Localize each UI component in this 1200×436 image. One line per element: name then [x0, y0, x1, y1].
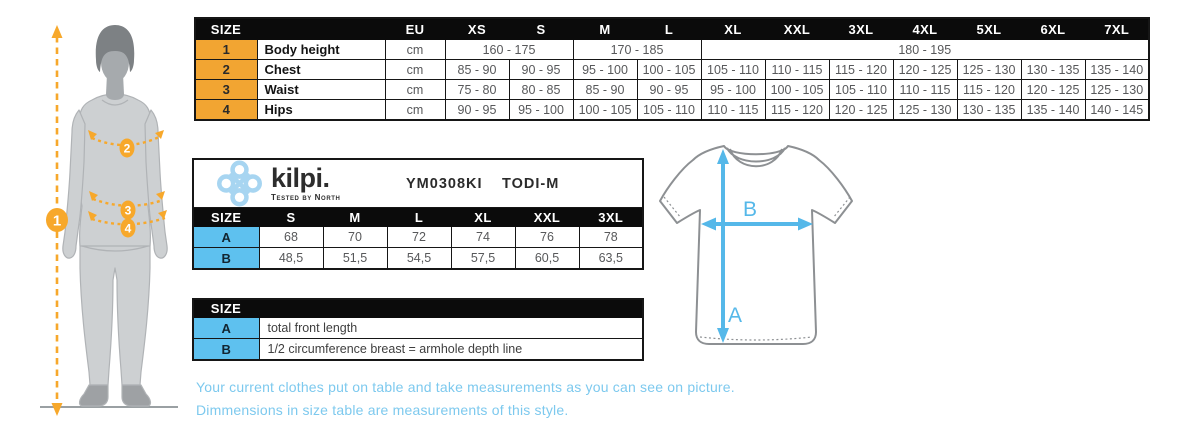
- value-cell: 70: [323, 227, 387, 248]
- range-cell: 80 - 85: [509, 80, 573, 100]
- range-cell: 100 - 105: [765, 80, 829, 100]
- legend-row-a: [193, 318, 643, 339]
- range-cell: 120 - 125: [829, 100, 893, 121]
- range-cell: 95 - 100: [573, 60, 637, 80]
- range-cell: 105 - 110: [701, 60, 765, 80]
- brand-name: kilpi.: [271, 163, 330, 193]
- range-cell: 85 - 90: [445, 60, 509, 80]
- style-name: TODI-M: [502, 175, 560, 192]
- range-cell: 110 - 115: [701, 100, 765, 121]
- range-cell: 115 - 120: [829, 60, 893, 80]
- measure-name-cell: Chest: [257, 60, 385, 80]
- range-cell: 100 - 105: [637, 60, 701, 80]
- range-cell: 135 - 140: [1085, 60, 1149, 80]
- marker-label-4: 4: [124, 221, 132, 236]
- range-cell: 85 - 90: [573, 80, 637, 100]
- measurement-legend-table: [192, 298, 644, 361]
- column-header-xs: XS: [445, 18, 509, 40]
- product-row-b: [193, 248, 643, 270]
- column-header-eu: EU: [385, 18, 445, 40]
- brand-text-block: [271, 165, 340, 202]
- measurement-notes: [196, 376, 735, 422]
- range-cell: 75 - 80: [445, 80, 509, 100]
- brand-panel: [193, 159, 643, 208]
- main-table-header-row: [195, 18, 1149, 40]
- range-cell: 125 - 130: [957, 60, 1021, 80]
- column-header-6xl: 6XL: [1021, 18, 1085, 40]
- product-row-a: [193, 227, 643, 248]
- legend-header-row: [193, 299, 643, 318]
- figure-silhouette: [63, 25, 167, 406]
- kilpi-knot-icon: [217, 160, 262, 207]
- body-measurement-figure: [30, 20, 180, 420]
- range-cell: 140 - 145: [1085, 100, 1149, 121]
- value-cell: 51,5: [323, 248, 387, 270]
- unit-cell: cm: [385, 100, 445, 121]
- column-header-3xl: 3XL: [579, 208, 643, 227]
- legend-size-header-cell: SIZE: [193, 299, 643, 318]
- marker-label-2: 2: [123, 141, 131, 156]
- column-header-xl: XL: [701, 18, 765, 40]
- range-cell: 135 - 140: [1021, 100, 1085, 121]
- value-cell: 74: [451, 227, 515, 248]
- product-size-table: [192, 158, 644, 270]
- body-size-table: [194, 17, 1150, 121]
- column-header-m: M: [573, 18, 637, 40]
- unit-cell: cm: [385, 80, 445, 100]
- row-label-a: A: [193, 318, 259, 339]
- column-header-7xl: 7XL: [1085, 18, 1149, 40]
- marker-label-1: 1: [52, 212, 62, 230]
- tshirt-measurement-diagram: [648, 132, 866, 364]
- legend-description: 1/2 circumference breast = armhole depth line: [259, 339, 643, 361]
- size-number-cell: 4: [195, 100, 257, 121]
- row-label-a: A: [193, 227, 259, 248]
- main-table-row: [195, 40, 1149, 60]
- column-header-m: M: [323, 208, 387, 227]
- row-label-b: B: [193, 248, 259, 270]
- legend-description: total front length: [259, 318, 643, 339]
- column-header-xxl: XXL: [515, 208, 579, 227]
- main-table-row: [195, 80, 1149, 100]
- range-cell: 180 - 195: [701, 40, 1149, 60]
- range-cell: 115 - 120: [765, 100, 829, 121]
- figure-torso: [77, 94, 153, 246]
- range-cell: 105 - 110: [637, 100, 701, 121]
- product-code: YM0308KI: [406, 175, 483, 192]
- height-arrow-down-icon: [52, 403, 63, 416]
- value-cell: 72: [387, 227, 451, 248]
- unit-cell: cm: [385, 40, 445, 60]
- unit-cell: cm: [385, 60, 445, 80]
- note-line: Your current clothes put on table and take measurements as you can see on picture.: [196, 379, 735, 395]
- brand-tagline: Tested by North: [271, 193, 341, 202]
- value-cell: 54,5: [387, 248, 451, 270]
- size-number-cell: 1: [195, 40, 257, 60]
- main-size-header-cell: SIZE: [195, 18, 385, 40]
- range-cell: 90 - 95: [509, 60, 573, 80]
- range-cell: 95 - 100: [701, 80, 765, 100]
- range-cell: 110 - 115: [893, 80, 957, 100]
- range-cell: 170 - 185: [573, 40, 701, 60]
- tshirt-outline: [660, 146, 852, 344]
- main-table-row: [195, 60, 1149, 80]
- value-cell: 68: [259, 227, 323, 248]
- range-cell: 120 - 125: [893, 60, 957, 80]
- figure-right-foot: [122, 385, 150, 406]
- length-measure-label: A: [727, 304, 743, 327]
- value-cell: 48,5: [259, 248, 323, 270]
- value-cell: 60,5: [515, 248, 579, 270]
- breast-measure-label: B: [742, 198, 758, 221]
- figure-legs: [80, 234, 150, 385]
- size-number-cell: 3: [195, 80, 257, 100]
- range-cell: 130 - 135: [1021, 60, 1085, 80]
- measure-name-cell: Waist: [257, 80, 385, 100]
- range-cell: 90 - 95: [637, 80, 701, 100]
- height-arrow-up-icon: [52, 25, 63, 38]
- range-cell: 130 - 135: [957, 100, 1021, 121]
- value-cell: 57,5: [451, 248, 515, 270]
- range-cell: 160 - 175: [445, 40, 573, 60]
- range-cell: 105 - 110: [829, 80, 893, 100]
- range-cell: 125 - 130: [893, 100, 957, 121]
- column-header-xl: XL: [451, 208, 515, 227]
- column-header-s: S: [509, 18, 573, 40]
- range-cell: 100 - 105: [573, 100, 637, 121]
- size-number-cell: 2: [195, 60, 257, 80]
- figure-left-foot: [80, 385, 108, 406]
- column-header-xxl: XXL: [765, 18, 829, 40]
- column-header-s: S: [259, 208, 323, 227]
- measure-name-cell: Body height: [257, 40, 385, 60]
- marker-label-3: 3: [124, 203, 132, 218]
- range-cell: 95 - 100: [509, 100, 573, 121]
- row-label-b: B: [193, 339, 259, 361]
- note-line: Dimmensions in size table are measurements of this style.: [196, 402, 569, 418]
- column-header-3xl: 3XL: [829, 18, 893, 40]
- range-cell: 125 - 130: [1085, 80, 1149, 100]
- legend-row-b: [193, 339, 643, 361]
- range-cell: 90 - 95: [445, 100, 509, 121]
- range-cell: 110 - 115: [765, 60, 829, 80]
- value-cell: 63,5: [579, 248, 643, 270]
- column-header-l: L: [637, 18, 701, 40]
- main-table-row: [195, 100, 1149, 121]
- column-header-l: L: [387, 208, 451, 227]
- column-header-4xl: 4XL: [893, 18, 957, 40]
- range-cell: 115 - 120: [957, 80, 1021, 100]
- value-cell: 78: [579, 227, 643, 248]
- measure-name-cell: Hips: [257, 100, 385, 121]
- product-table-header-row: [193, 208, 643, 227]
- value-cell: 76: [515, 227, 579, 248]
- column-header-5xl: 5XL: [957, 18, 1021, 40]
- product-size-header-cell: SIZE: [193, 208, 259, 227]
- range-cell: 120 - 125: [1021, 80, 1085, 100]
